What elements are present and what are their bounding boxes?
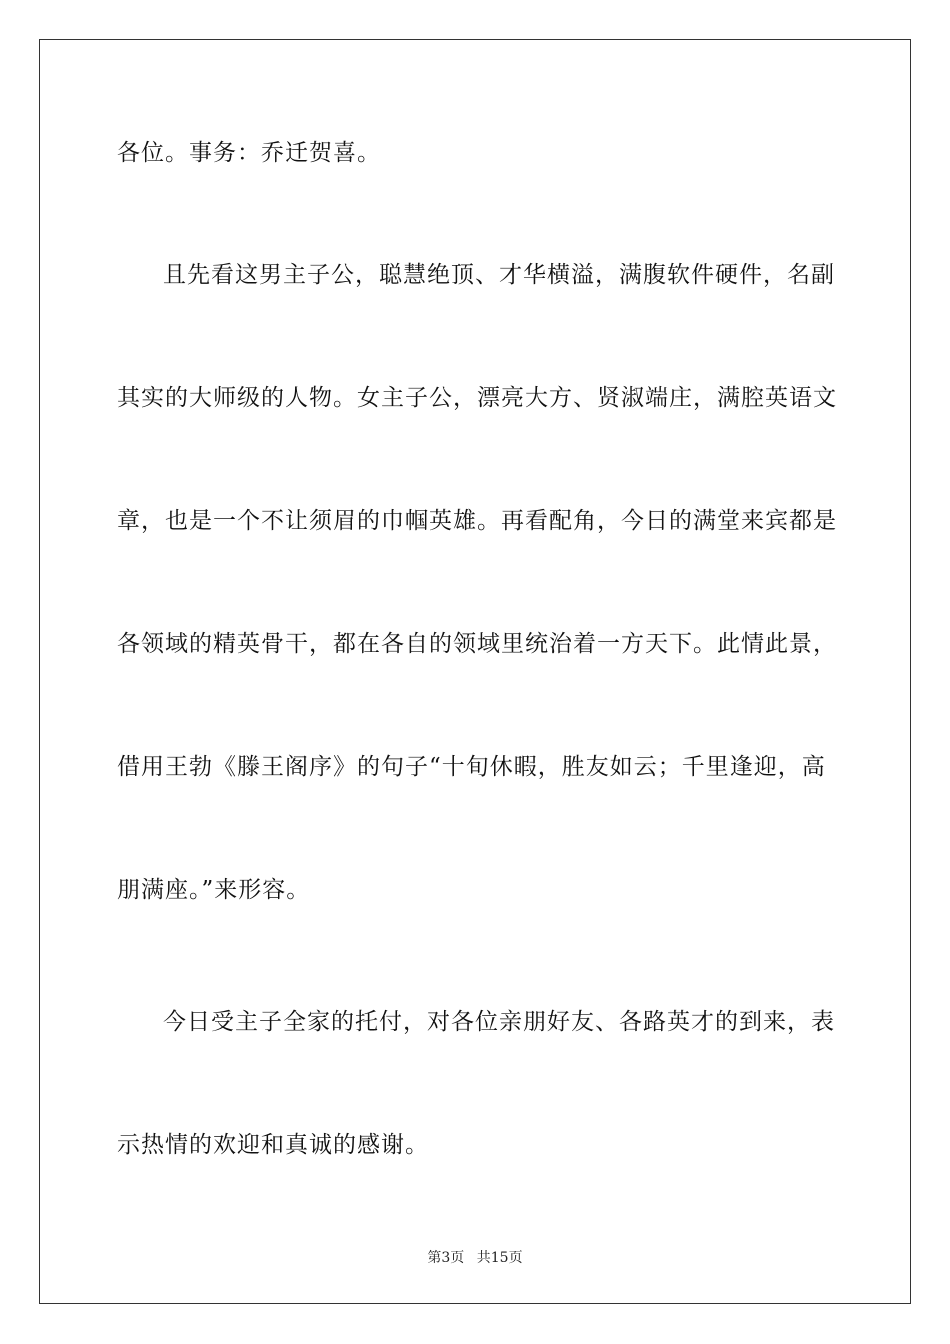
text-line: 朋满座。”来形容。 xyxy=(117,877,311,903)
text-line: 各位。事务：乔迁贺喜。 xyxy=(117,140,381,166)
paragraph-2 xyxy=(117,214,837,952)
text-line: 示热情的欢迎和真诚的感谢。 xyxy=(117,1132,429,1158)
page-number: 第3页 xyxy=(427,1250,465,1266)
text-line: 各领域的精英骨干，都在各自的领域里统治着一方天下。此情此景， xyxy=(117,631,837,657)
text-line: 借用王勃《滕王阁序》的句子“十旬休暇，胜友如云；千里逢迎，高 xyxy=(117,754,826,780)
paragraph-1 xyxy=(117,92,833,215)
text-line: 章，也是一个不让须眉的巾帼英雄。再看配角，今日的满堂来宾都是 xyxy=(117,508,837,534)
text-line: 且先看这男主子公，聪慧绝顶、才华横溢，满腹软件硬件，名副 xyxy=(163,262,835,288)
text-line: 今日受主子全家的托付，对各位亲朋好友、各路英才的到来，表 xyxy=(163,1009,835,1035)
page-total: 共15页 xyxy=(476,1250,523,1266)
page-footer xyxy=(0,1247,950,1267)
paragraph-3 xyxy=(117,961,833,1207)
text-line: 其实的大师级的人物。女主子公，漂亮大方、贤淑端庄，满腔英语文 xyxy=(117,385,837,411)
